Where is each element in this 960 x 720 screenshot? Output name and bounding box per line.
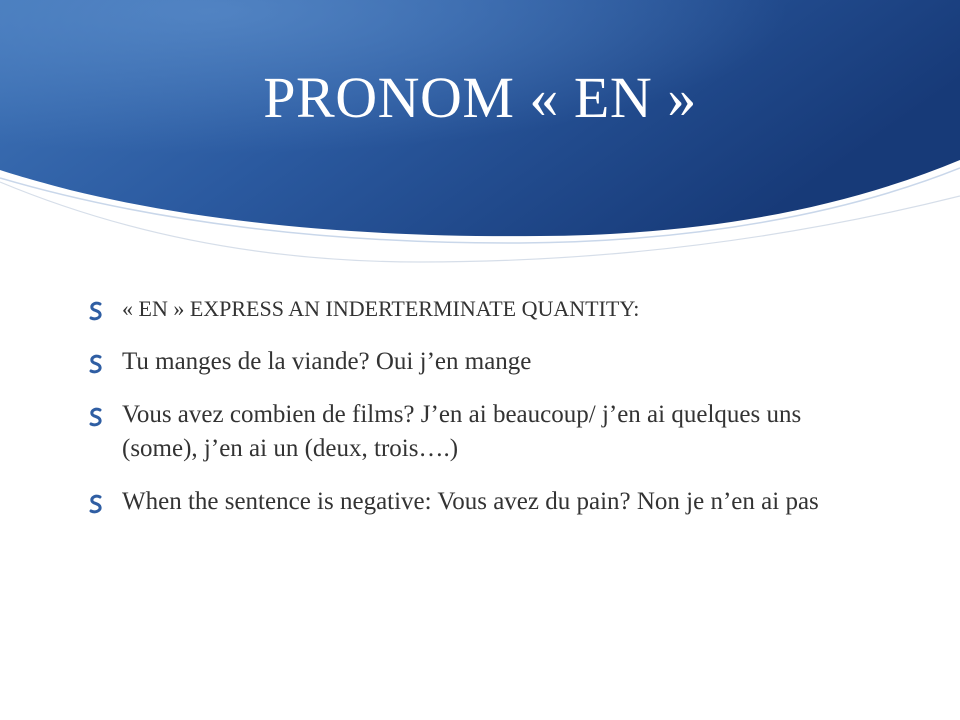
- bullet-item: [88, 345, 878, 379]
- bullet-item: [88, 292, 878, 326]
- bullet-text: When the sentence is negative: Vous avez du pain? Non je n’en ai pas: [122, 488, 819, 515]
- swirl-bullet-icon: [88, 494, 104, 514]
- bullet-item: [88, 398, 878, 466]
- bullet-item: [88, 485, 878, 519]
- bullet-list: [88, 292, 878, 538]
- bullet-text: « EN » EXPRESS AN INDERTERMINATE QUANTITY:: [122, 296, 640, 321]
- bullet-text: Tu manges de la viande? Oui j’en mange: [122, 348, 532, 375]
- slide-title: PRONOM « EN »: [263, 65, 697, 130]
- header-wave-background: [0, 0, 960, 280]
- swirl-bullet-icon: [88, 301, 104, 321]
- swirl-bullet-icon: [88, 407, 104, 427]
- swirl-bullet-icon: [88, 354, 104, 374]
- bullet-text: Vous avez combien de films? J’en ai beaucoup/ j’en ai quelques uns (some), j’en ai un (deux, trois….): [122, 401, 802, 462]
